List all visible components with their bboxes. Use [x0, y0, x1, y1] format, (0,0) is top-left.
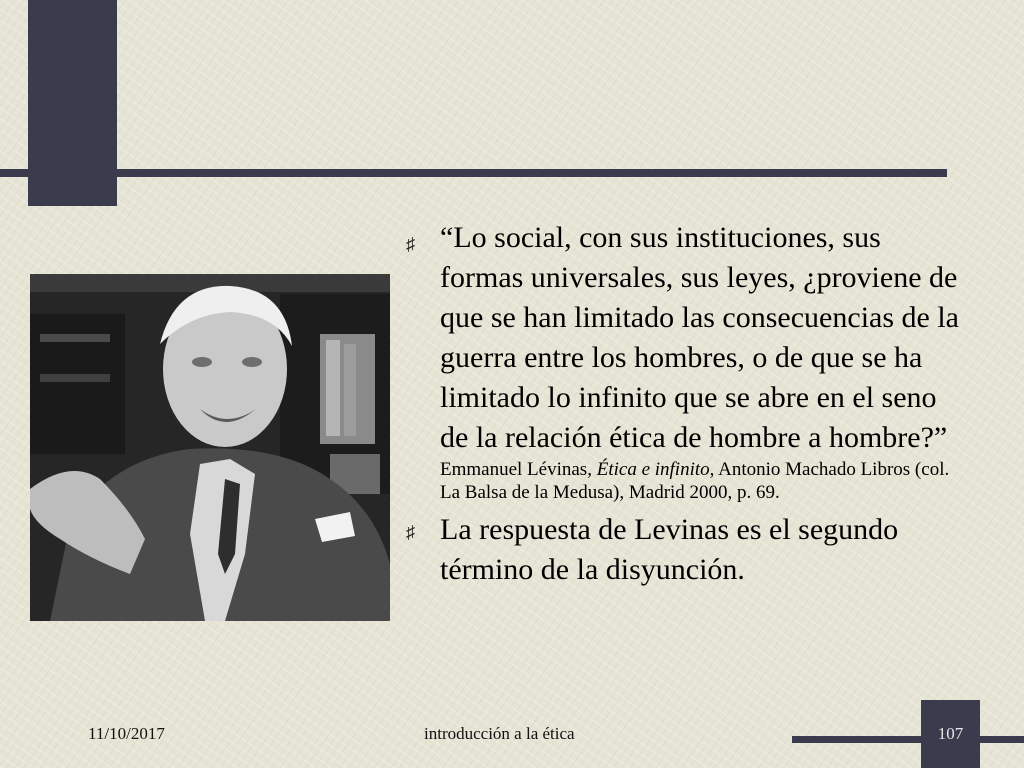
footer-title: introducción a la ética — [424, 724, 575, 743]
slide-content — [404, 218, 964, 590]
quote-text: “Lo social, con sus instituciones, sus formas universales, sus leyes, ¿proviene de que se han limitado las consecuencias de la guerra entre los hombres, o de que se ha limitado lo infinito que se abre en el seno de la relación ética de hombre a hombre?” — [440, 221, 959, 454]
footer-rule — [792, 736, 1024, 743]
answer-text: La respuesta de Levinas es el segundo término de la disyunción. — [440, 513, 899, 586]
page-number: 107 — [937, 724, 964, 743]
hash-bullet-icon: ♯ — [406, 522, 415, 542]
hash-bullet-icon: ♯ — [406, 234, 415, 254]
citation-details: , Antonio Machado Libros (col. La Balsa de la Medusa), Madrid 2000, p. 69. — [440, 459, 950, 503]
portrait-photo — [30, 274, 390, 621]
citation-author: Emmanuel Lévinas, — [440, 459, 597, 480]
bullet-answer — [404, 510, 964, 590]
bullet-quote — [404, 218, 964, 504]
footer-date: 11/10/2017 — [88, 724, 165, 743]
citation-work: Ética e infinito — [596, 459, 710, 480]
decorative-rule — [0, 169, 947, 177]
citation — [440, 458, 964, 504]
